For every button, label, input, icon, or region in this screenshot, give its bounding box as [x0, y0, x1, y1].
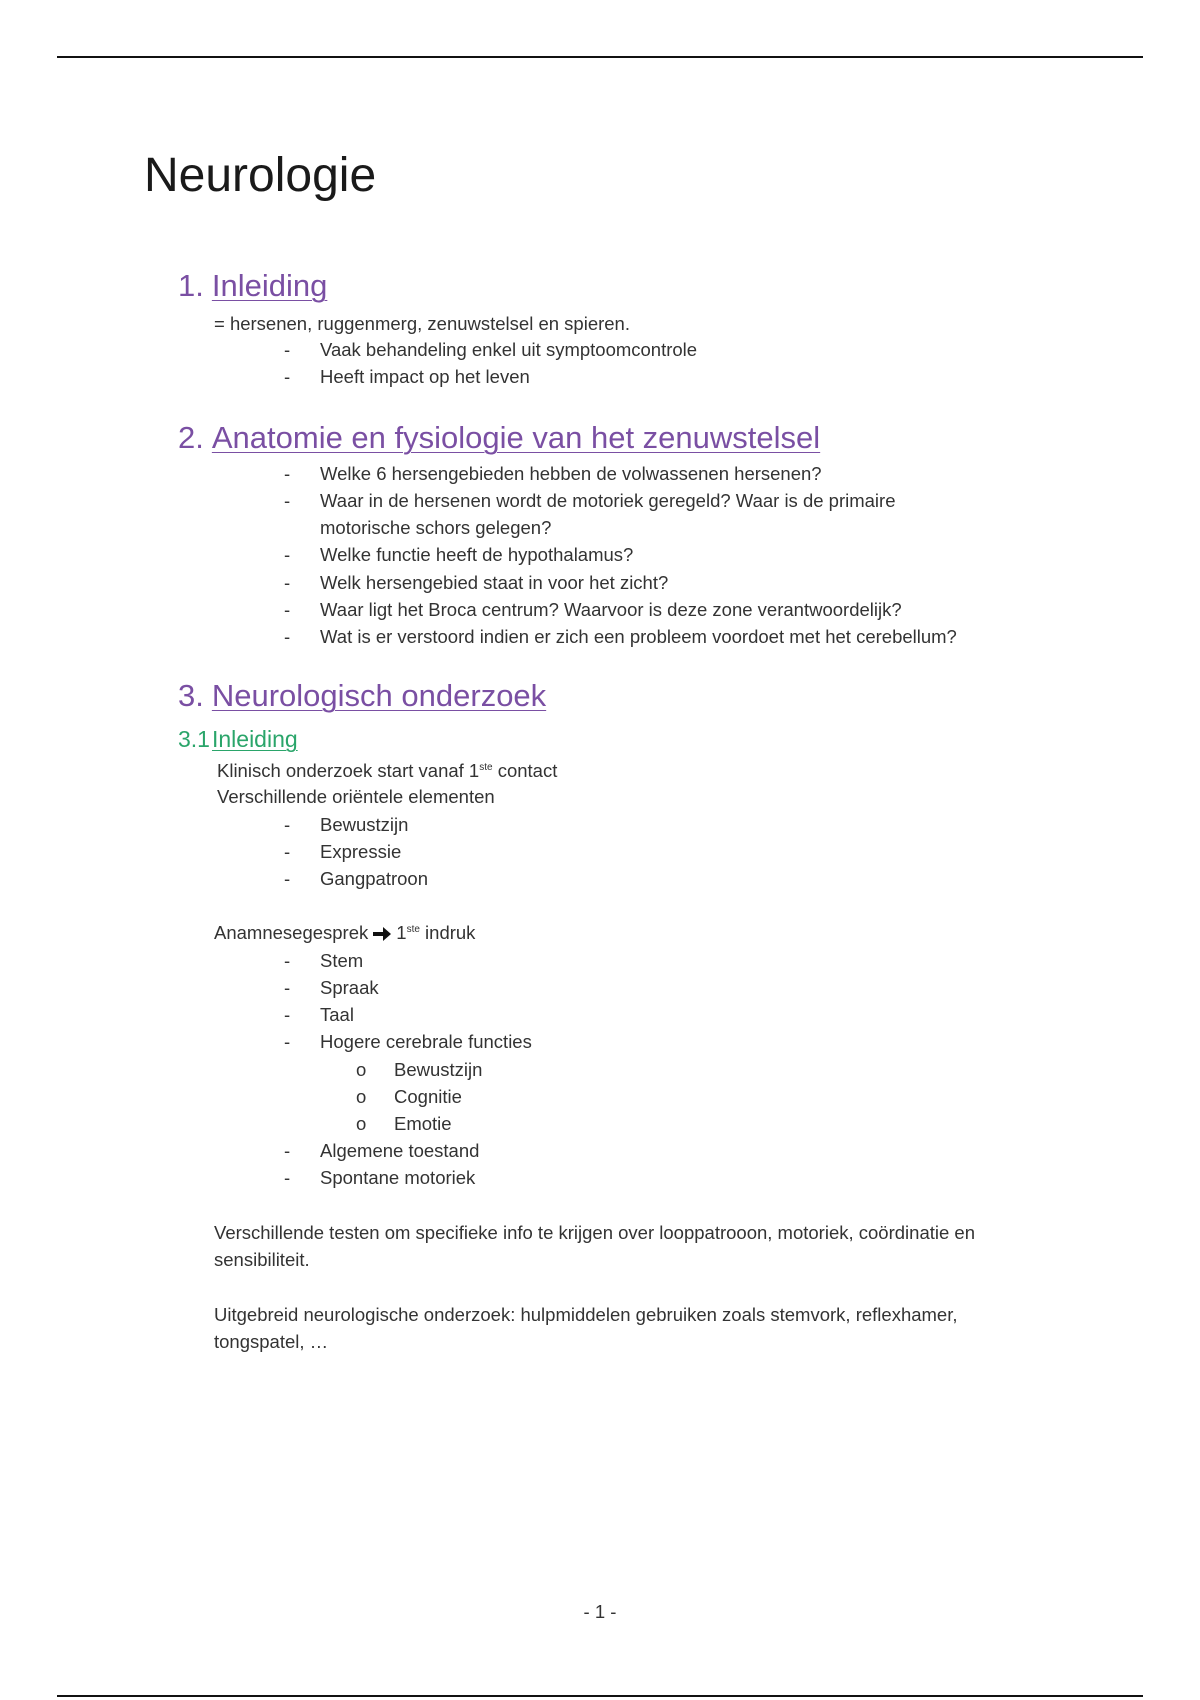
list-item: - Gangpatroon [284, 868, 429, 889]
section-number: 3. [178, 678, 204, 713]
list-item: - Welke 6 hersengebieden hebben de volwassenen hersenen? [284, 463, 822, 484]
list-item: - Welk hersengebied staat in voor het zicht? [284, 572, 669, 593]
section-title: Neurologisch onderzoek [211, 678, 547, 713]
list-item: - Spontane motoriek [284, 1167, 476, 1188]
arrow-right-icon [372, 926, 392, 942]
section-intro: = hersenen, ruggenmerg, zenuwstelsel en spieren. [214, 313, 630, 334]
paragraph-orientele: Verschillende oriëntele elementen [217, 786, 495, 807]
paragraph-testen-line2: sensibiliteit. [214, 1249, 310, 1270]
list-item: - Waar ligt het Broca centrum? Waarvoor is deze zone verantwoordelijk? [284, 599, 902, 620]
page-title: Neurologie [144, 149, 377, 202]
list-item: - Stem [284, 950, 364, 971]
section-heading-anatomie [178, 420, 820, 456]
list-item: - Wat is er verstoord indien er zich een probleem voordoet met het cerebellum? [284, 626, 957, 647]
section-heading-inleiding [178, 268, 327, 304]
footer-rule [57, 1695, 1143, 1697]
list-item: - Hogere cerebrale functies [284, 1031, 532, 1052]
paragraph-klinisch: Klinisch onderzoek start vanaf 1ste contact [217, 760, 558, 781]
list-item: - Algemene toestand [284, 1140, 480, 1161]
list-item: - Welke functie heeft de hypothalamus? [284, 544, 634, 565]
list-item: - Waar in de hersenen wordt de motoriek geregeld? Waar is de primaire [284, 490, 896, 511]
list-item: - Heeft impact op het leven [284, 366, 530, 387]
section-heading-onderzoek [178, 678, 546, 714]
section-number: 2. [178, 420, 204, 455]
paragraph-uitgebreid-line1: Uitgebreid neurologische onderzoek: hulpmiddelen gebruiken zoals stemvork, reflexhamer, [214, 1304, 958, 1325]
paragraph-testen-line1: Verschillende testen om specifieke info te krijgen over looppatrooon, motoriek, coördinatie en [214, 1222, 975, 1243]
list-item: - Taal [284, 1004, 354, 1025]
section-title: Anatomie en fysiologie van het zenuwstelsel [211, 420, 821, 455]
list-item-continuation: motorische schors gelegen? [320, 517, 552, 538]
sub-list-item: o Bewustzijn [356, 1059, 483, 1080]
subsection-heading-inleiding [178, 726, 298, 753]
sub-list-item: o Cognitie [356, 1086, 462, 1107]
section-title: Inleiding [211, 268, 328, 303]
list-item: - Spraak [284, 977, 379, 998]
paragraph-uitgebreid-line2: tongspatel, … [214, 1331, 329, 1352]
list-item: - Bewustzijn [284, 814, 409, 835]
list-item: - Expressie [284, 841, 402, 862]
section-number: 1. [178, 268, 204, 303]
sub-list-item: o Emotie [356, 1113, 452, 1134]
subsection-title: Inleiding [211, 726, 298, 752]
page-number: - 1 - [583, 1601, 617, 1622]
paragraph-anamnese: Anamnesegesprek 1ste indruk [214, 922, 476, 943]
subsection-number: 3.1 [178, 726, 210, 752]
header-rule [57, 56, 1143, 58]
list-item: - Vaak behandeling enkel uit symptoomcontrole [284, 339, 698, 360]
